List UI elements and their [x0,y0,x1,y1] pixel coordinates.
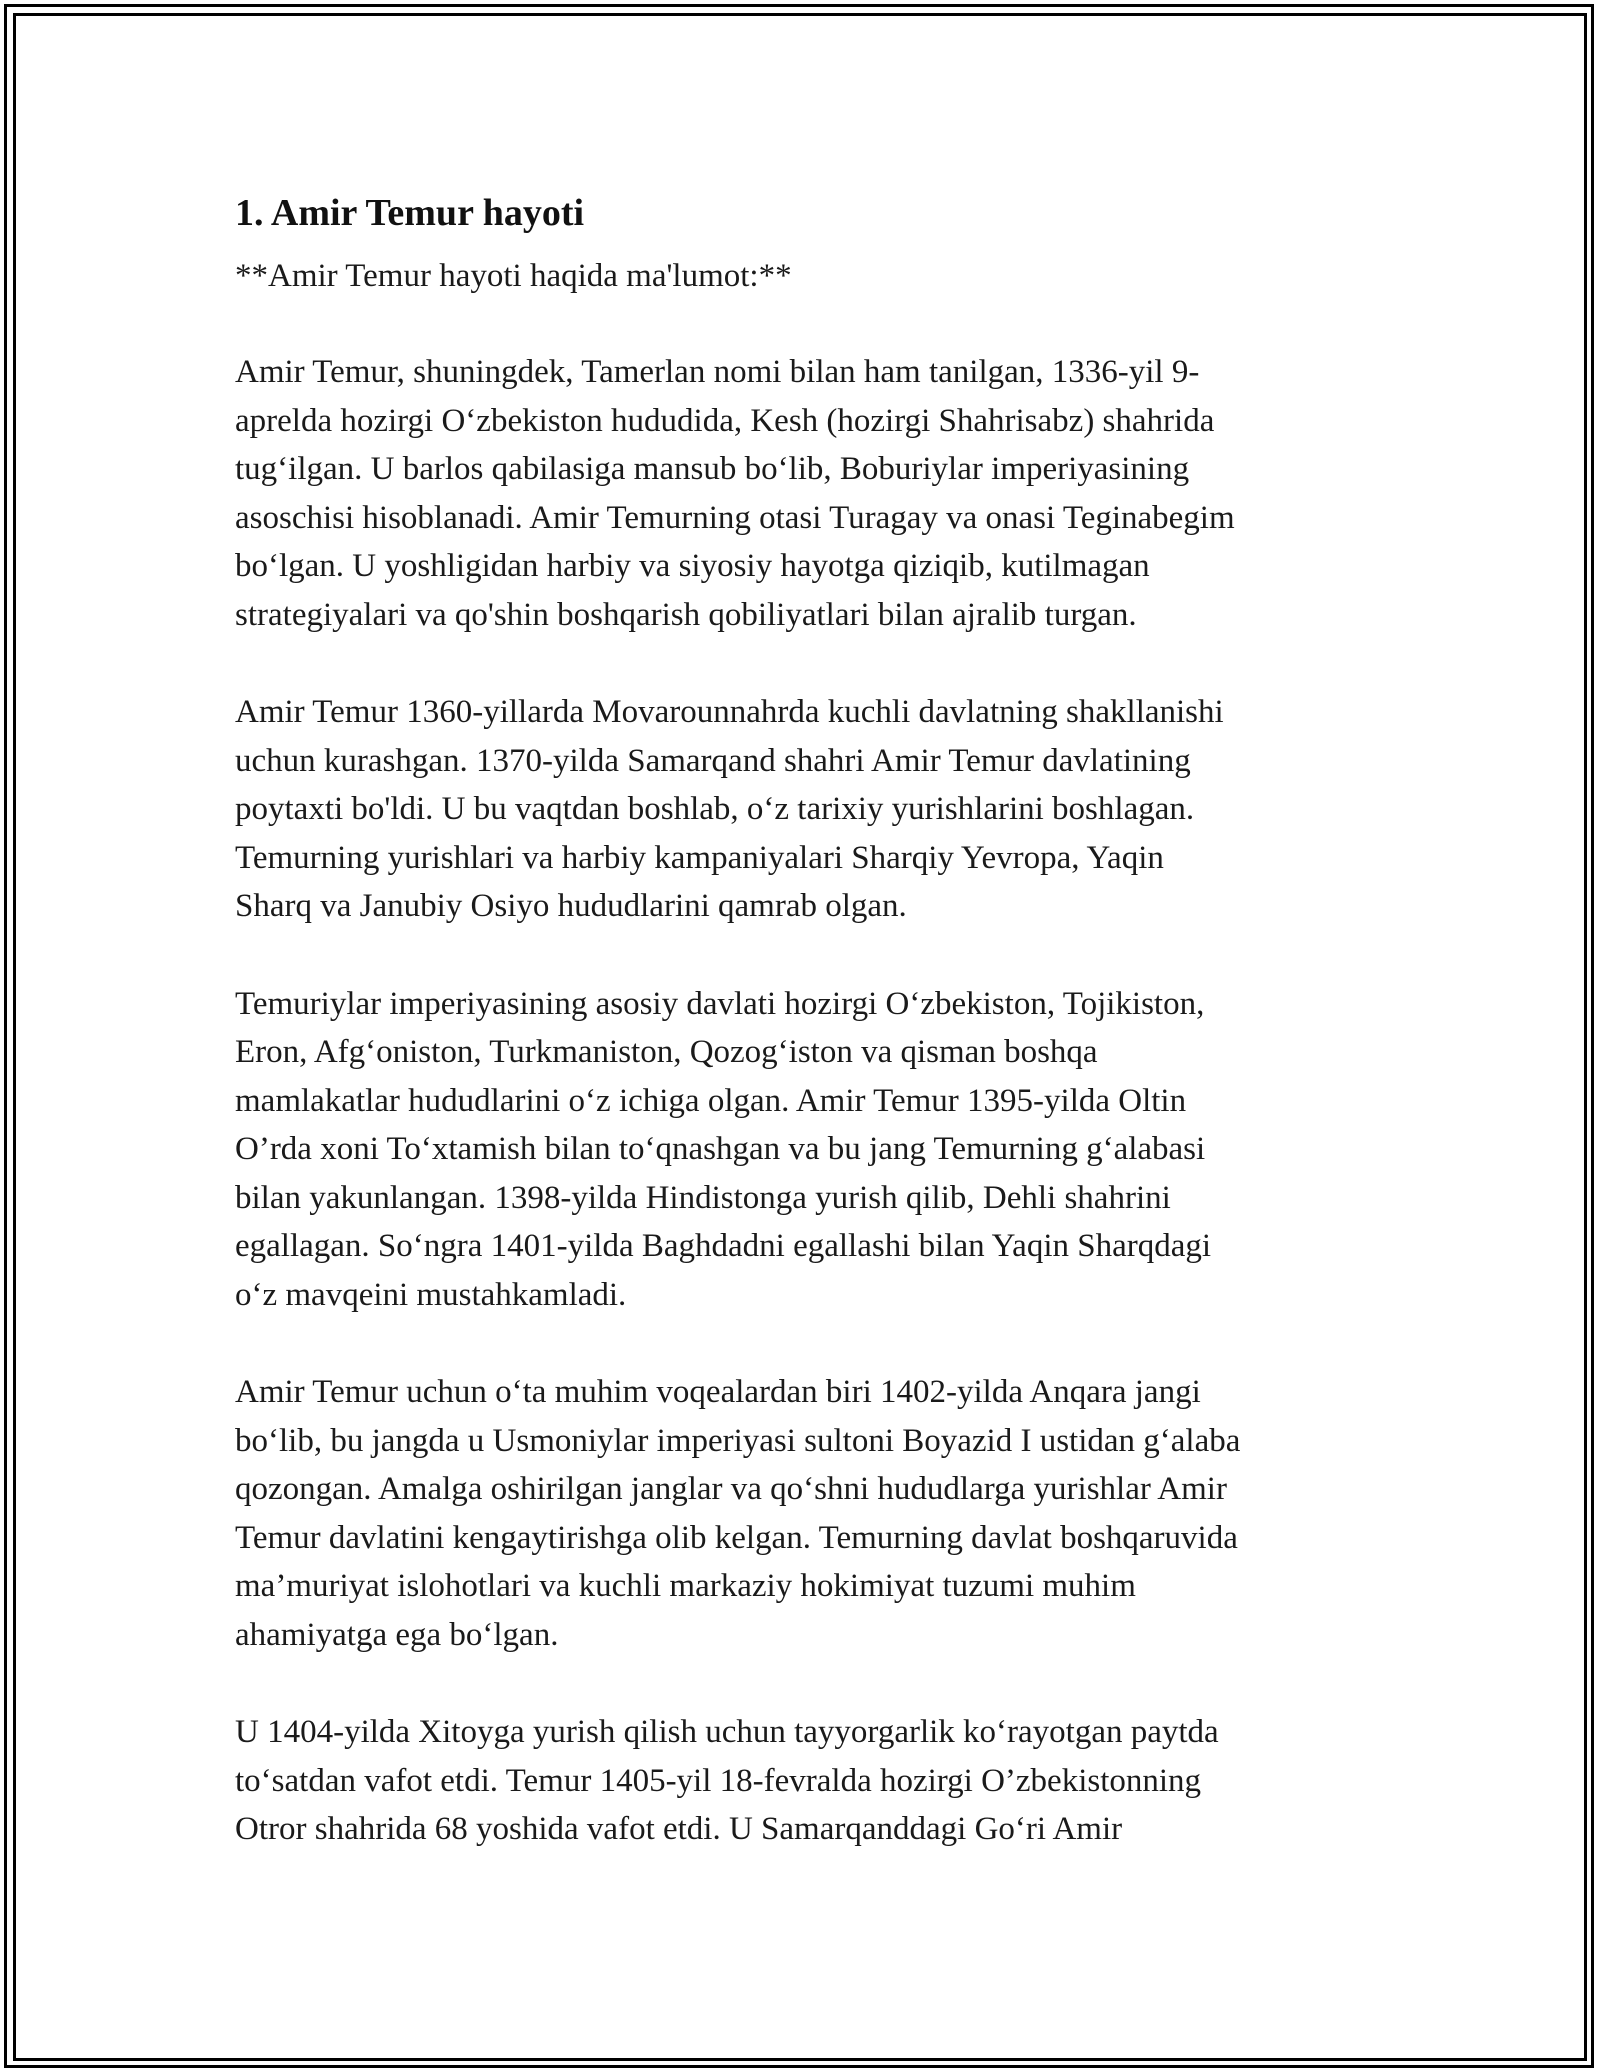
section-heading: 1. Amir Temur hayoti [235,192,585,234]
paragraph-rise [235,688,1375,931]
text-line: o‘z mavqeini mustahkamladi. [235,1276,627,1313]
text-line: Amir Temur, shuningdek, Tamerlan nomi bilan ham tanilgan, 1336-yil 9- [235,354,1200,390]
text-line: uchun kurashgan. 1370-yilda Samarqand shahri Amir Temur davlatining [235,742,1191,779]
text-line: Amir Temur uchun o‘ta muhim voqealardan biri 1402-yilda Anqara jangi [235,1374,1201,1410]
text-line: asoschisi hisoblanadi. Amir Temurning otasi Turagay va onasi Teginabegim [235,499,1235,536]
text-line: mamlakatlar hududlarini o‘z ichiga olgan. Amir Temur 1395-yilda Oltin [235,1082,1187,1119]
text-line: bo‘lib, bu jangda u Usmoniylar imperiyasi sultoni Boyazid I ustidan g‘alaba [235,1422,1241,1459]
intro-subheading: **Amir Temur hayoti haqida ma'lumot:** [235,258,792,294]
paragraph-birth [235,348,1375,639]
text-line: Amir Temur 1360-yillarda Movarounnahrda kuchli davlatning shakllanishi [235,694,1224,730]
text-line: ahamiyatga ega bo‘lgan. [235,1616,559,1653]
text-line: O’rda xoni To‘xtamish bilan to‘qnashgan va bu jang Temurning g‘alabasi [235,1131,1206,1167]
text-line: U 1404-yilda Xitoyga yurish qilish uchun tayyorgarlik ko‘rayotgan paytda [235,1714,1219,1750]
document-body [235,186,1375,1903]
text-line: Temur davlatini kengaytirishga olib kelgan. Temurning davlat boshqaruvida [235,1519,1238,1556]
text-line: Temuriylar imperiyasining asosiy davlati hozirgi O‘zbekiston, Tojikiston, [235,985,1205,1022]
text-line: Otror shahrida 68 yoshida vafot etdi. U Samarqanddagi Go‘ri Amir [235,1811,1123,1847]
text-line: Temurning yurishlari va harbiy kampaniyalari Sharqiy Yevropa, Yaqin [235,839,1164,876]
text-line: tug‘ilgan. U barlos qabilasiga mansub bo‘lib, Boburiylar imperiyasining [235,451,1190,487]
paragraph-empire [235,980,1375,1320]
text-line: aprelda hozirgi O‘zbekiston hududida, Kesh (hozirgi Shahrisabz) shahrida [235,402,1215,439]
paragraph-ankara [235,1368,1375,1659]
text-line: bo‘lgan. U yoshligidan harbiy va siyosiy hayotga qiziqib, kutilmagan [235,548,1150,584]
text-line: to‘satdan vafot etdi. Temur 1405-yil 18-fevralda hozirgi O’zbekistonning [235,1762,1202,1799]
paragraph-death [235,1708,1375,1854]
text-line: bilan yakunlangan. 1398-yilda Hindistonga yurish qilib, Dehli shahrini [235,1179,1171,1216]
text-line: ma’muriyat islohotlari va kuchli markaziy hokimiyat tuzumi muhim [235,1568,1136,1604]
text-line: qozongan. Amalga oshirilgan janglar va qo‘shni hududlarga yurishlar Amir [235,1471,1227,1507]
text-line: strategiyalari va qo'shin boshqarish qobiliyatlari bilan ajralib turgan. [235,596,1137,633]
text-line: Sharq va Janubiy Osiyo hududlarini qamrab olgan. [235,888,907,924]
text-line: egallagan. So‘ngra 1401-yilda Baghdadni egallashi bilan Yaqin Sharqdagi [235,1228,1212,1264]
text-line: Eron, Afg‘oniston, Turkmaniston, Qozog‘iston va qisman boshqa [235,1034,1098,1070]
text-line: poytaxti bo'ldi. U bu vaqtdan boshlab, o‘z tarixiy yurishlarini boshlagan. [235,791,1195,827]
